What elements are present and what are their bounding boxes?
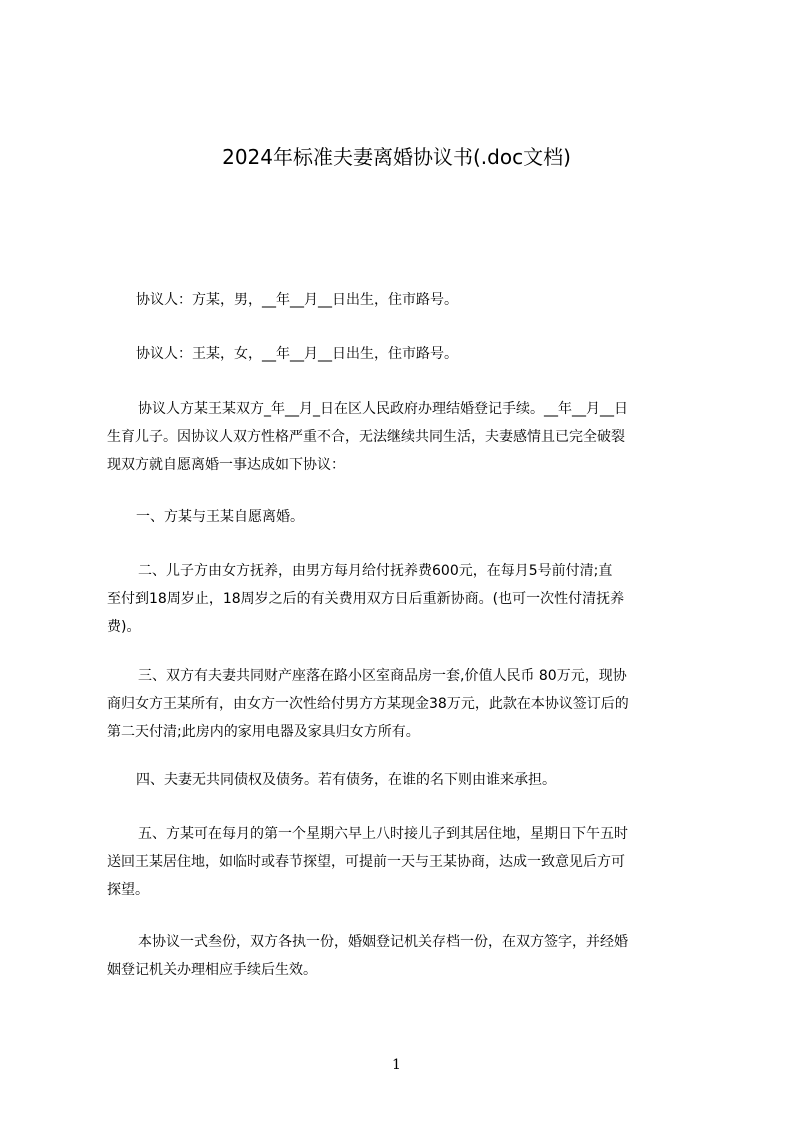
paragraph-line: 五、方某可在每月的第一个星期六早上八时接儿子到其居住地，星期日下午五时	[138, 826, 628, 842]
paragraph-line: 协议人：方某，男，__年__月__日出生，住市路号。	[136, 292, 458, 308]
paragraph-line: 第二天付清;此房内的家用电器及家具归女方所有。	[107, 724, 420, 740]
paragraph-line: 一、方某与王某自愿离婚。	[136, 509, 304, 525]
paragraph-line: 本协议一式叁份，双方各执一份，婚姻登记机关存档一份，在双方签字，并经婚	[138, 934, 628, 950]
paragraph-line: 协议人方某王某双方_年__月_日在区人民政府办理结婚登记手续。__年__月__日	[138, 401, 628, 417]
paragraph-line: 费)。	[107, 619, 141, 635]
paragraph-party-one	[107, 286, 699, 314]
paragraph-line: 生育儿子。因协议人双方性格严重不合，无法继续共同生活，夫妻感情且已完全破裂	[107, 429, 625, 445]
paragraph-preamble	[107, 395, 699, 479]
paragraph-line: 四、夫妻无共同债权及债务。若有债务，在谁的名下则由谁来承担。	[136, 772, 556, 788]
paragraph-line: 姻登记机关办理相应手续后生效。	[107, 962, 317, 978]
paragraph-line: 协议人：王某，女，__年__月__日出生，住市路号。	[136, 346, 458, 362]
paragraph-line: 二、儿子方由女方抚养，由男方每月给付抚养费600元，在每月5号前付清;直	[138, 563, 613, 579]
paragraph-clause-one	[107, 503, 699, 531]
paragraph-line: 三、双方有夫妻共同财产座落在路小区室商品房一套,价值人民币 80万元，现协	[138, 668, 627, 684]
paragraph-line: 现双方就自愿离婚一事达成如下协议：	[107, 457, 345, 473]
paragraph-clause-four	[107, 766, 699, 794]
document-title: 2024年标准夫妻离婚协议书(.doc文档)	[222, 145, 571, 169]
paragraph-line: 送回王某居住地，如临时或春节探望，可提前一天与王某协商，达成一致意见后方可	[107, 854, 625, 870]
page-number: 1	[392, 1057, 401, 1073]
paragraph-clause-five	[107, 820, 699, 904]
paragraph-line: 商归女方王某所有，由女方一次性给付男方方某现金38万元，此款在本协议签订后的	[107, 696, 629, 712]
paragraph-clause-two	[107, 557, 699, 641]
paragraph-line: 至付到18周岁止，18周岁之后的有关费用双方日后重新协商。(也可一次性付清抚养	[107, 591, 625, 607]
paragraph-party-two	[107, 340, 699, 368]
paragraph-clause-three	[107, 662, 699, 746]
paragraph-closing	[107, 928, 699, 984]
paragraph-line: 探望。	[107, 882, 149, 898]
